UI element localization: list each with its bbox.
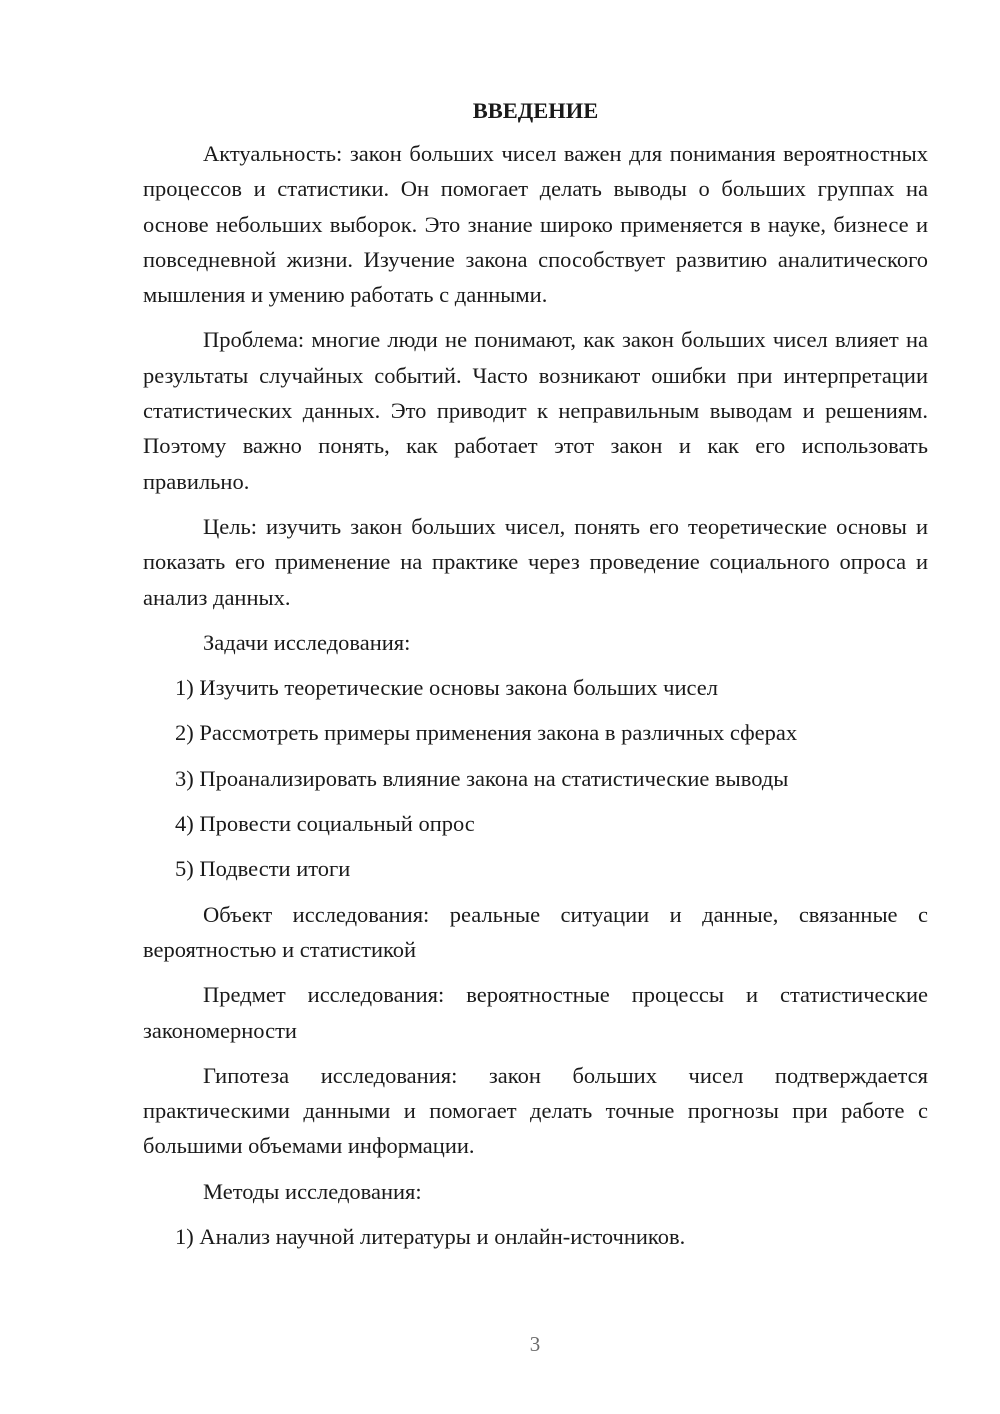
object-paragraph: Объект исследования: реальные ситуации и данные, связанные с вероятностью и статистикой (143, 901, 928, 962)
method-item: 1) Анализ научной литературы и онлайн-источников. (175, 1224, 686, 1250)
goal-paragraph: Цель: изучить закон больших чисел, понять его теоретические основы и показать его применение на практике через проведение социального опроса и анализ данных. (143, 513, 928, 610)
task-item: 5) Подвести итоги (175, 856, 351, 882)
tasks-label: Задачи исследования: (203, 629, 411, 655)
task-item: 1) Изучить теоретические основы закона больших чисел (175, 675, 718, 701)
problem-paragraph: Проблема: многие люди не понимают, как закон больших чисел влияет на результаты случайных событий. Часто возникают ошибки при интерпретации статистических данных. Это приводит к неправильным выводам и решениям. Поэтому важно понять, как работает этот закон и как его использовать правильно. (143, 327, 928, 494)
document-page (143, 92, 928, 1264)
task-item: 2) Рассмотреть примеры применения закона в различных сферах (175, 720, 798, 746)
tasks-list (143, 670, 928, 886)
task-item: 3) Проанализировать влияние закона на статистические выводы (175, 765, 789, 791)
methods-list (143, 1219, 928, 1254)
section-heading: ВВЕДЕНИЕ (472, 98, 599, 123)
methods-label: Методы исследования: (203, 1178, 422, 1204)
relevance-paragraph: Актуальность: закон больших чисел важен для понимания вероятностных процессов и статистики. Он помогает делать выводы о больших группах на основе небольших выборок. Это знание широко применяется в науке, бизнесе и повседневной жизни. Изучение закона способствует развитию аналитического мышления и умению работать с данными. (143, 141, 928, 308)
subject-paragraph: Предмет исследования: вероятностные процессы и статистические закономерности (143, 982, 928, 1043)
hypothesis-paragraph: Гипотеза исследования: закон больших чисел подтверждается практическими данными и помогает делать точные прогнозы при работе с большими объемами информации. (143, 1062, 928, 1159)
task-item: 4) Провести социальный опрос (175, 811, 475, 837)
page-number: 3 (529, 1332, 541, 1356)
